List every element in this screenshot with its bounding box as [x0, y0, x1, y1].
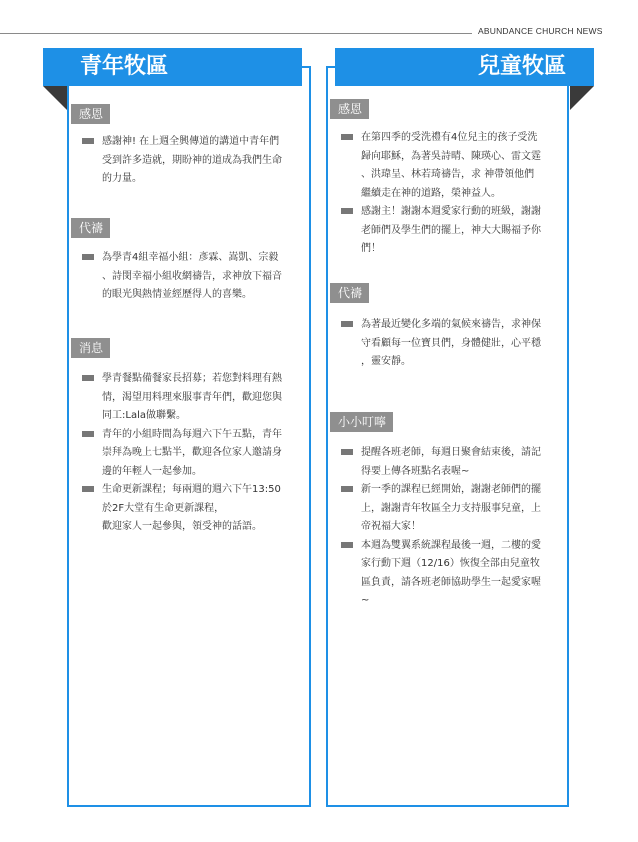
newsletter-title: ABUNDANCE CHURCH NEWS	[478, 26, 603, 36]
youth-banner-fold	[43, 86, 67, 110]
youth-banner	[43, 48, 302, 86]
youth-news-list	[82, 370, 307, 537]
list-item-continuation: 歡迎家人一起參與，領受神的話語。	[102, 521, 262, 532]
youth-prayer-list	[82, 249, 307, 305]
list-item: 新一季的課程已經開始，謝謝老師們的擺 上，謝謝青年牧區全力支持服事兒童，上 帝祝福大家！	[341, 481, 567, 537]
list-item: 提醒各班老師，每週日聚會結束後，請記 得要上傳各班點名表喔~	[341, 444, 567, 481]
children-banner-fold	[570, 86, 594, 110]
children-thanks-tag: 感恩	[330, 99, 369, 119]
youth-title: 青年牧區	[80, 54, 169, 79]
youth-thanks-tag: 感恩	[71, 104, 110, 124]
list-item: 感謝主！謝謝本週愛家行動的班級，謝謝 老師們及學生們的擺上，神大大賜福予你 們！	[341, 203, 567, 259]
list-item: 在第四季的受洗禮有4位兒主的孩子受洗 歸向耶穌，為著吳詩晴、陳瑛心、雷文霆 、洪瑋呈、林若琦禱告，求 神帶領他們 繼續走在神的道路，榮神益人。	[341, 129, 567, 203]
list-item: 本週為雙翼系統課程最後一週，二樓的愛 家行動下週（12/16）恢復全部由兒童牧 區負責，請各班老師協助學生一起愛家喔 ~	[341, 537, 567, 611]
list-item: 感謝神! 在上週全興傳道的講道中青年們 受到許多造就，期盼神的道成為我們生命 的力量。	[82, 133, 307, 189]
list-item: 為學青4組幸福小組：彥霖、嵩凱、宗毅 、詩閔幸福小組收網禱告，求神放下福音 的眼光與熱情並經歷得人的喜樂。	[82, 249, 307, 305]
children-banner	[335, 48, 594, 86]
youth-news-tag: 消息	[71, 338, 110, 358]
children-title: 兒童牧區	[477, 54, 566, 79]
children-thanks-list	[341, 129, 567, 259]
header-rule	[0, 33, 472, 34]
youth-prayer-tag: 代禱	[71, 218, 110, 238]
list-item: 青年的小組時間為每週六下午五點，青年 崇拜為晚上七點半，歡迎各位家人邀請身 邊的年輕人一起參加。	[82, 426, 307, 482]
children-prayer-list	[341, 316, 567, 372]
list-item: 生命更新課程；每兩週的週六下午13:50 於2F大堂有生命更新課程，	[82, 481, 307, 518]
children-prayer-tag: 代禱	[330, 283, 369, 303]
list-item: 學青餐點備餐家長招募；若您對料理有熱 情，渴望用料理來服事青年們，歡迎您與 同工:Lala做聯繫。	[82, 370, 307, 426]
children-reminder-tag: 小小叮嚀	[330, 412, 393, 432]
list-item: 為著最近變化多端的氣候來禱告，求神保 守看顧每一位寶貝們，身體健壯，心平穩 ，靈安靜。	[341, 316, 567, 372]
youth-thanks-list	[82, 133, 307, 189]
children-reminder-list	[341, 444, 567, 611]
